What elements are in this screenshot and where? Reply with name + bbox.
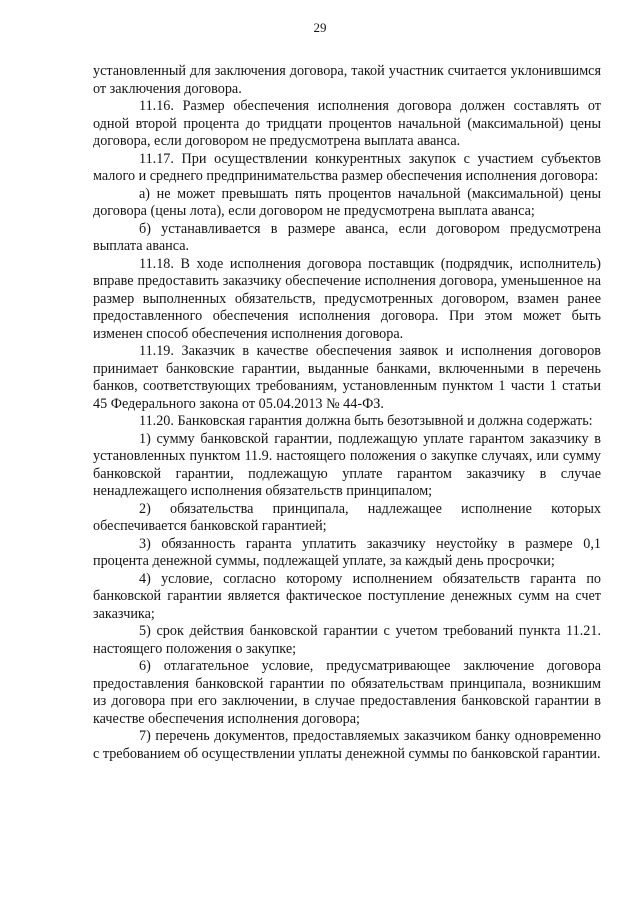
- list-item-1: 1) сумму банковской гарантии, подлежащую уплате гарантом заказчику в установленных пунктом 11.9. настоящего положения о закупке случаях, или сумму банковской гарантии, подлежащую уплате гарантом заказчику в случае ненадлежащего исполнения обязательств принципалом;: [93, 430, 601, 499]
- list-item-4: 4) условие, согласно которому исполнением обязательств гаранта по банковской гарантии является фактическое поступление денежных сумм на счет заказчика;: [93, 570, 601, 622]
- paragraph-11-18: 11.18. В ходе исполнения договора поставщик (подрядчик, исполнитель) вправе предоставить заказчику обеспечение исполнения договора, уменьшенное на размер выполненных обязательств, предусмотренных договором, взамен ранее предоставленного обеспечения исполнения договора. При этом может быть изменен способ обеспечения исполнения договора.: [93, 255, 601, 342]
- list-item-2: 2) обязательства принципала, надлежащее исполнение которых обеспечивается банковской гарантией;: [93, 500, 601, 534]
- list-item-3: 3) обязанность гаранта уплатить заказчику неустойку в размере 0,1 процента денежной суммы, подлежащей уплате, за каждый день просрочки;: [93, 535, 601, 569]
- paragraph-continuation: установленный для заключения договора, такой участник считается уклонившимся от заключения договора.: [93, 63, 601, 97]
- list-item-7: 7) перечень документов, предоставляемых заказчиком банку одновременно с требованием об осуществлении уплаты денежной суммы по банковской гарантии.: [93, 728, 601, 762]
- list-item-5: 5) срок действия банковской гарантии с учетом требований пункта 11.21. настоящего положения о закупке;: [93, 623, 601, 657]
- paragraph-11-20: 11.20. Банковская гарантия должна быть безотзывной и должна содержать:: [139, 413, 593, 429]
- page-number: 29: [313, 20, 327, 35]
- paragraph-11-16: 11.16. Размер обеспечения исполнения договора должен составлять от одной второй процента до тридцати процентов начальной (максимальной) цены договора, если договором не предусмотрена выплата аванса.: [93, 98, 601, 149]
- paragraph-11-17-a: а) не может превышать пять процентов начальной (максимальной) цены договора (цены лота), если договором не предусмотрена выплата аванса;: [93, 185, 601, 219]
- paragraph-11-17: 11.17. При осуществлении конкурентных закупок с участием субъектов малого и среднего предпринимательства размер обеспечения исполнения договора:: [93, 150, 601, 184]
- paragraph-11-19: 11.19. Заказчик в качестве обеспечения заявок и исполнения договоров принимает банковские гарантии, выданные банками, включенными в перечень банков, соответствующих требованиям, установленным пунктом 1 части 1 статьи 45 Федерального закона от 05.04.2013 № 44-ФЗ.: [93, 343, 601, 412]
- paragraph-11-17-b: б) устанавливается в размере аванса, если договором предусмотрена выплата аванса.: [93, 220, 601, 254]
- list-item-6: 6) отлагательное условие, предусматривающее заключение договора предоставления банковской гарантии по обязательствам принципала, возникшим из договора при его заключении, в случае предоставления банковской гарантии в качестве обеспечения исполнения договора;: [93, 658, 601, 727]
- document-body: [93, 63, 601, 763]
